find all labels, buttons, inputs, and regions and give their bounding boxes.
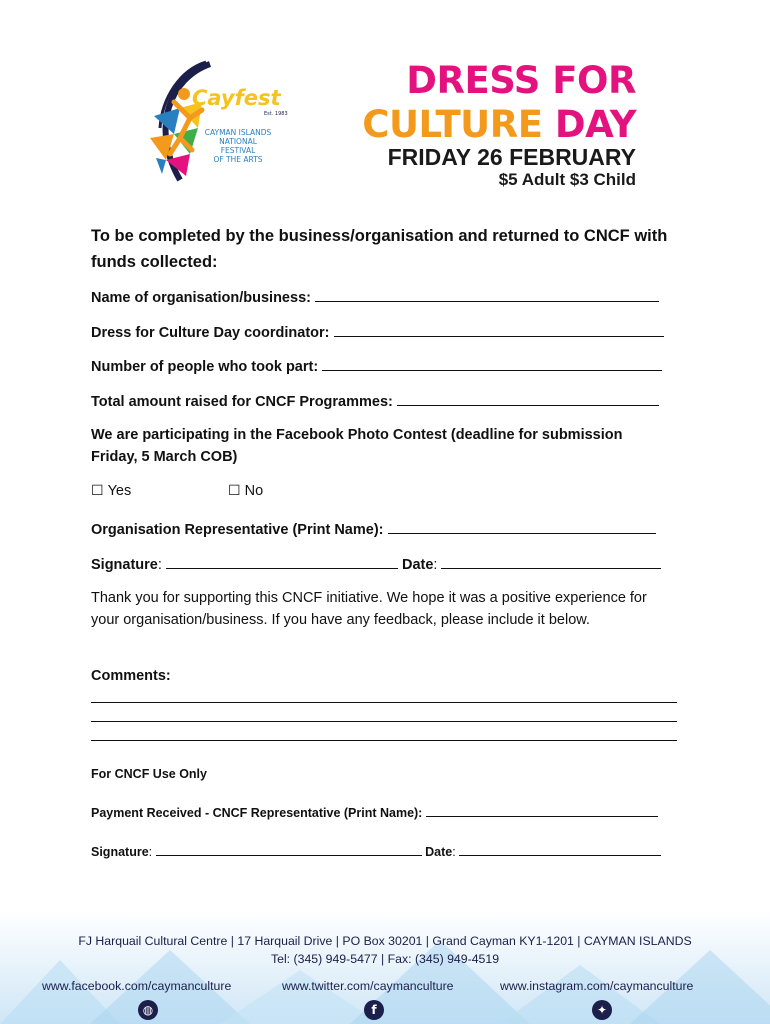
office-date-label: Date <box>425 845 453 859</box>
total-row <box>91 391 659 410</box>
signature-label: Signature <box>91 557 158 573</box>
rep-field[interactable] <box>388 519 656 534</box>
twitter-icon[interactable]: ✦ <box>592 1000 612 1020</box>
event-price: $5 Adult $3 Child <box>498 170 636 189</box>
payment-label: Payment Received - CNCF Representative (Print Name): <box>91 806 423 820</box>
yes-checkbox[interactable]: ☐ <box>91 483 104 499</box>
no-checkbox[interactable]: ☐ <box>228 483 241 499</box>
globe-icon[interactable]: ◍ <box>138 1000 158 1020</box>
people-label: Number of people who took part: <box>91 359 319 375</box>
org-name-field[interactable] <box>315 287 659 302</box>
cayfest-logo-graphic <box>140 58 288 190</box>
date-field[interactable] <box>441 554 661 569</box>
facebook-link[interactable]: www.facebook.com/caymanculture <box>42 979 232 993</box>
comments-label: Comments: <box>91 668 171 684</box>
office-signature-label: Signature <box>91 845 149 859</box>
date-colon: : <box>433 557 438 573</box>
coordinator-row <box>91 322 664 341</box>
signature-colon: : <box>157 557 162 573</box>
people-row <box>91 356 662 375</box>
thank-you-text: Thank you for supporting this CNCF initiative. We hope it was a positive experience for your organisation/business. If you have any feedback, please include it below. <box>91 590 647 628</box>
comments-line-3[interactable] <box>91 740 677 741</box>
no-label: No <box>244 483 264 499</box>
footer-address: FJ Harquail Cultural Centre | 17 Harquail Drive | PO Box 30201 | Grand Cayman KY1-1201 | CAYMAN ISLANDS <box>78 934 692 948</box>
coordinator-field[interactable] <box>334 322 664 337</box>
title-line-1: DRESS FOR <box>406 59 636 102</box>
title-day: DAY <box>554 103 636 146</box>
logo-est: Est. 1983 <box>264 111 288 117</box>
twitter-link[interactable]: www.twitter.com/caymanculture <box>282 979 454 993</box>
logo-subtitle-line-1: CAYMAN ISLANDS <box>204 128 272 137</box>
signature-field[interactable] <box>166 554 398 569</box>
form-intro: To be completed by the business/organisation and returned to CNCF with funds collected: <box>91 227 668 271</box>
logo-subtitle-line-2: NATIONAL FESTIVAL <box>219 137 257 155</box>
office-date-colon: : <box>452 845 456 859</box>
facebook-icon[interactable]: f <box>364 1000 384 1020</box>
title-culture: CULTURE <box>362 103 543 146</box>
logo-subtitle-line-3: OF THE ARTS <box>213 155 263 164</box>
payment-field[interactable] <box>426 804 658 817</box>
comments-line-2[interactable] <box>91 721 677 722</box>
org-name-label: Name of organisation/business: <box>91 290 311 306</box>
office-use-heading: For CNCF Use Only <box>91 767 207 781</box>
footer-background <box>0 910 770 1024</box>
event-date: FRIDAY 26 FEBRUARY <box>387 144 636 170</box>
comments-line-1[interactable] <box>91 702 677 703</box>
title-line-2 <box>318 104 636 146</box>
payment-row <box>91 804 658 820</box>
people-field[interactable] <box>322 356 662 371</box>
rep-row <box>91 519 656 538</box>
photo-contest-text: We are participating in the Facebook Photo Contest (deadline for submission Friday, 5 March COB) <box>91 427 623 465</box>
office-signature-colon: : <box>148 845 153 859</box>
date-label: Date <box>401 557 434 573</box>
office-signature-field[interactable] <box>156 843 422 856</box>
rep-label: Organisation Representative (Print Name): <box>91 522 384 538</box>
yes-option[interactable] <box>91 483 131 499</box>
office-date-field[interactable] <box>459 843 661 856</box>
office-signature-row <box>91 843 661 859</box>
cayfest-logo <box>140 58 288 190</box>
coordinator-label: Dress for Culture Day coordinator: <box>91 325 330 341</box>
org-name-row <box>91 287 659 306</box>
footer-phone: Tel: (345) 949-5477 | Fax: (345) 949-4519 <box>270 952 500 966</box>
logo-name: Cayfest <box>192 86 281 110</box>
logo-subtitle <box>202 128 274 164</box>
total-label: Total amount raised for CNCF Programmes: <box>91 394 393 410</box>
instagram-link[interactable]: www.instagram.com/caymanculture <box>500 979 694 993</box>
signature-row <box>91 554 661 573</box>
no-option[interactable] <box>228 483 263 499</box>
total-field[interactable] <box>397 391 659 406</box>
yes-label: Yes <box>107 483 132 499</box>
footer-pattern <box>0 910 770 1024</box>
